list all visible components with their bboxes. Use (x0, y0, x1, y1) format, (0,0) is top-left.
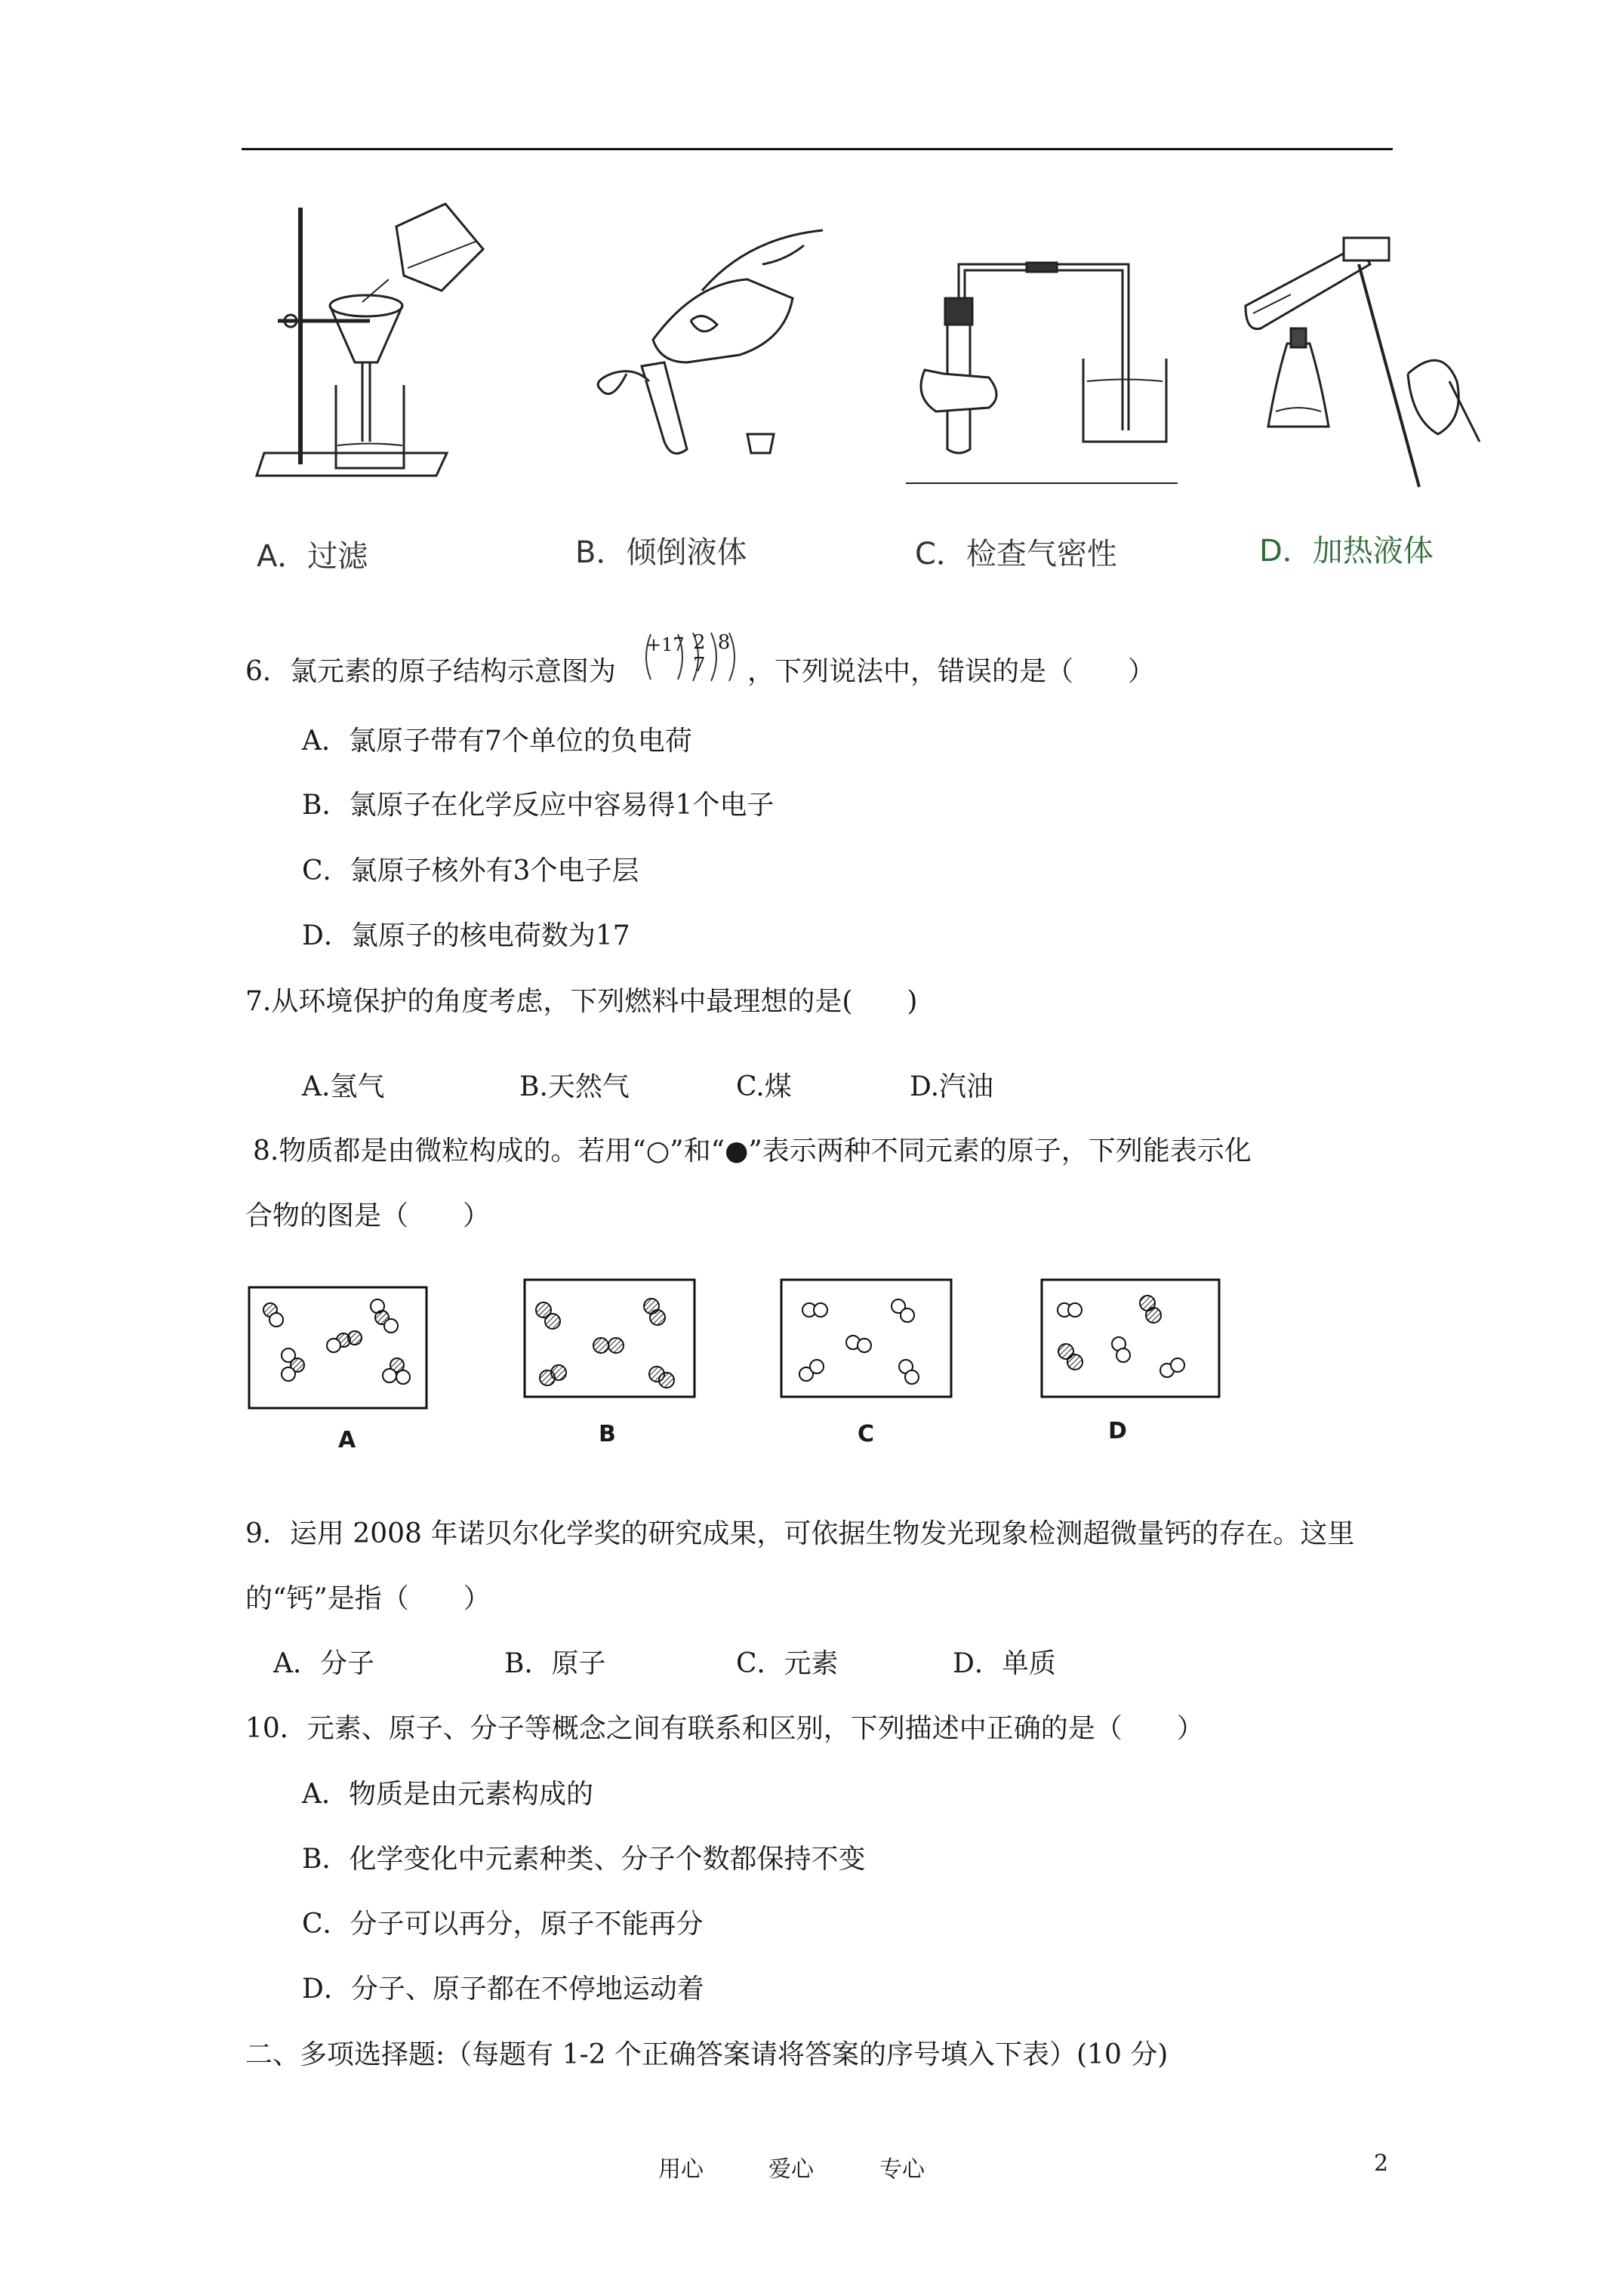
header-rule (242, 148, 1393, 150)
q6-option-a: A．氯原子带有7个单位的负电荷 (302, 726, 692, 757)
q10-option-c: C．分子可以再分，原子不能再分 (302, 1909, 704, 1940)
q9-line2: 的“钙”是指（ ） (245, 1583, 491, 1614)
caption-b: B．倾倒液体 (575, 535, 747, 570)
page-number: 2 (1374, 2150, 1389, 2177)
q7-option-c: C.煤 (736, 1071, 792, 1102)
q10-stem: 10．元素、原子、分子等概念之间有联系和区别，下列描述中正确的是（ ） (245, 1713, 1204, 1744)
q6-stem-after: ，下列说法中，错误的是（ ） (747, 656, 1156, 687)
atom-structure-diagram (642, 627, 747, 687)
q6-option-c: C．氯原子核外有3个电子层 (302, 855, 639, 886)
q6-stem-before: 6．氯元素的原子结构示意图为 (245, 656, 616, 687)
q9-line1: 9．运用 2008 年诺贝尔化学奖的研究成果，可依据生物发光现象检测超微量钙的存在。这里 (245, 1518, 1355, 1549)
particle-label-a: A (338, 1427, 356, 1453)
q10-option-d: D．分子、原子都在不停地运动着 (302, 1974, 704, 2005)
q8-line2: 合物的图是（ ） (245, 1200, 491, 1231)
caption-c: C．检查气密性 (915, 537, 1117, 572)
q9-option-c: C．元素 (736, 1648, 839, 1679)
airtightness-figure (906, 263, 1178, 483)
q9-option-a: A．分子 (273, 1648, 374, 1679)
q6-option-b: B．氯原子在化学反应中容易得1个电子 (302, 790, 775, 821)
q7-stem: 7.从环境保护的角度考虑，下列燃料中最理想的是( ) (245, 986, 918, 1017)
particle-label-c: C (858, 1421, 875, 1447)
pouring-figure (598, 230, 823, 454)
q10-option-b: B．化学变化中元素种类、分子个数都保持不变 (302, 1844, 866, 1875)
particle-box-d (1042, 1280, 1219, 1397)
lab-figures (249, 193, 1548, 540)
section-2-heading: 二、多项选择题:（每题有 1-2 个正确答案请将答案的序号填入下表）(10 分) (245, 2039, 1169, 2070)
q7-option-b: B.天然气 (519, 1071, 630, 1102)
q9-option-b: B．原子 (504, 1648, 606, 1679)
q8-line1: 8.物质都是由微粒构成的。若用“○”和“●”表示两种不同元素的原子，下列能表示化 (253, 1136, 1252, 1166)
q6-option-d: D．氯原子的核电荷数为17 (302, 920, 630, 951)
q7-option-a: A.氢气 (302, 1071, 385, 1102)
filtration-figure (257, 204, 483, 476)
q10-option-a: A．物质是由元素构成的 (302, 1779, 593, 1810)
footer-mid: 爱心 (768, 2156, 814, 2183)
caption-a: A．过滤 (257, 539, 368, 574)
heating-figure (1246, 238, 1480, 487)
particle-label-d: D (1108, 1418, 1127, 1444)
particle-boxes (242, 1276, 1223, 1457)
q7-option-d: D.汽油 (910, 1071, 994, 1102)
caption-d: D．加热液体 (1259, 534, 1434, 569)
particle-label-b: B (599, 1421, 616, 1447)
atom-shells: 2 8 7 (693, 631, 734, 676)
footer-right: 专心 (879, 2156, 925, 2183)
q9-option-d: D．单质 (953, 1648, 1056, 1679)
footer-left: 用心 (658, 2156, 704, 2183)
atom-nucleus: +17 (646, 634, 685, 655)
